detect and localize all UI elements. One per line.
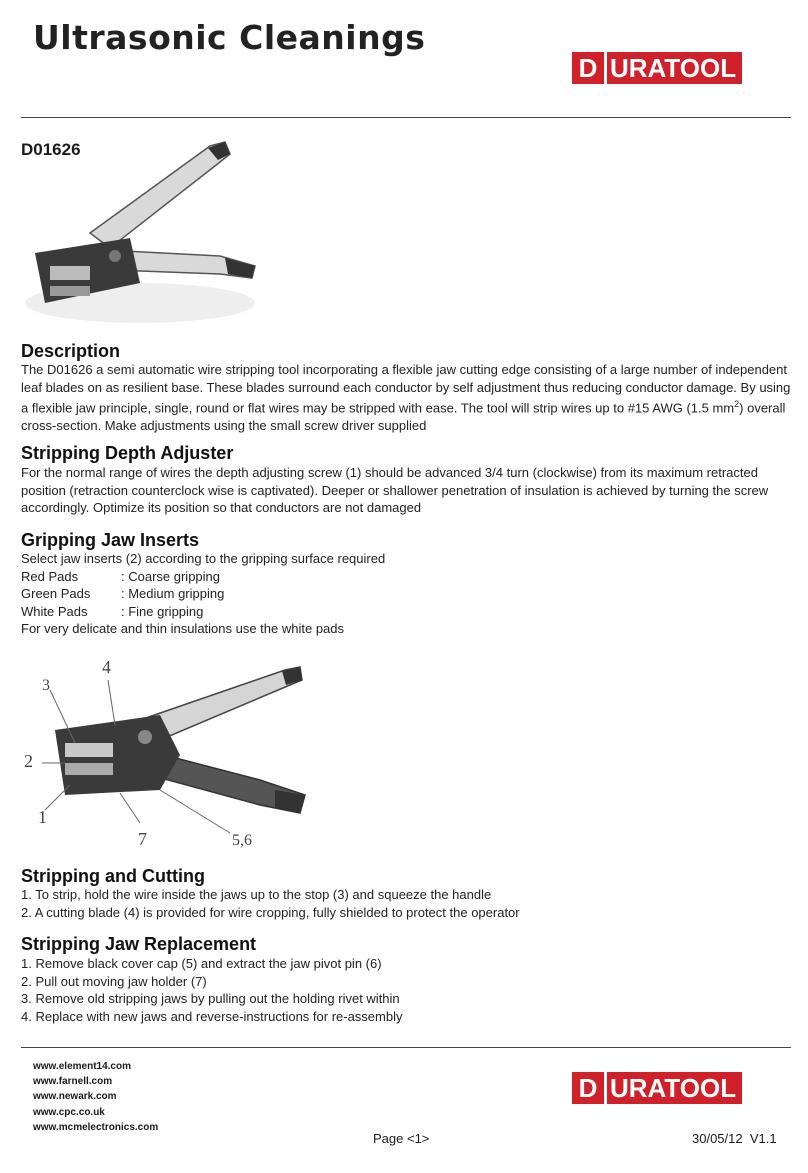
tool-photo — [20, 138, 265, 328]
product-code: D01626 — [21, 140, 81, 159]
depth-text: For the normal range of wires the depth adjusting screw (1) should be advanced 3/4 turn (clockwise) from its maximum retracted position (retraction counterclock wise is captivated). Deeper or shallower penetration of insulation is achieved by turning the screw accordingly. Optimize its position so that conductors are not damaged — [21, 465, 769, 515]
stripping-steps — [21, 886, 791, 921]
depth-heading: Stripping Depth Adjuster — [21, 443, 234, 463]
document-title: Ultrasonic Cleanings — [33, 18, 426, 57]
diagram-label-4: 4 — [102, 657, 111, 677]
description-text: The D01626 a semi automatic wire stripping tool incorporating a flexible jaw cutting edge consisting of a large number of independent leaf blades on as resilient base. These blades surround each conductor by self adjustment thus reducing conductor damage. By using a flexible jaw principle, single, round or flat wires may be stripped with ease. The tool will strip wires up to #15 AWG (1.5 $mm^2$) overall cross-section. Make adjustments using the small screw driver supplied — [21, 362, 791, 433]
labelled-tool-diagram — [20, 645, 315, 855]
diagram-label-1: 1 — [38, 807, 47, 827]
list-item: 3. Remove old stripping jaws by pulling out the holding rivet within — [21, 991, 400, 1006]
diagram-label-5-6: 5,6 — [232, 832, 252, 849]
footer-link[interactable]: www.farnell.com — [33, 1076, 113, 1088]
footer-divider — [21, 1047, 791, 1048]
gripping-note: For very delicate and thin insulations use the white pads — [21, 621, 345, 636]
pad-row: Green Pads : Medium gripping — [21, 586, 225, 601]
footer-links — [33, 1059, 158, 1135]
logo-text: URATOOL — [607, 52, 742, 84]
stripping-heading: Stripping and Cutting — [21, 866, 205, 886]
replacement-steps — [21, 955, 791, 1025]
date-version: 30/05/12 V1.1 — [692, 1131, 777, 1146]
duratool-logo-footer — [572, 1072, 742, 1104]
footer-link[interactable]: www.mcmelectronics.com — [33, 1121, 159, 1133]
logo-text: URATOOL — [607, 1072, 742, 1104]
list-item: 4. Replace with new jaws and reverse-instructions for re-assembly — [21, 1008, 403, 1024]
footer-link[interactable]: www.element14.com — [33, 1061, 131, 1072]
description-heading: Description — [21, 341, 121, 361]
list-item: 2. A cutting blade (4) is provided for wire cropping, fully shielded to protect the operator — [21, 904, 520, 920]
diagram-label-2: 2 — [24, 751, 33, 771]
replacement-heading: Stripping Jaw Replacement — [21, 934, 257, 954]
page-number: Page <1> — [373, 1131, 430, 1146]
duratool-logo — [572, 52, 742, 84]
footer-link[interactable]: www.cpc.co.uk — [33, 1106, 105, 1118]
gripping-heading: Gripping Jaw Inserts — [21, 530, 200, 550]
pad-row: Red Pads : Coarse gripping — [21, 568, 220, 584]
list-item: 2. Pull out moving jaw holder (7) — [21, 973, 207, 989]
logo-letter: D — [572, 52, 604, 84]
diagram-label-3: 3 — [42, 677, 50, 694]
list-item: 1. To strip, hold the wire inside the jaws up to the stop (3) and squeeze the handle — [21, 887, 492, 902]
diagram-label-7: 7 — [138, 829, 147, 849]
pad-row: White Pads : Fine gripping — [21, 603, 204, 619]
logo-letter: D — [572, 1072, 604, 1104]
gripping-intro: Select jaw inserts (2) according to the gripping surface required — [21, 551, 386, 566]
header-divider — [21, 117, 791, 118]
list-item: 1. Remove black cover cap (5) and extract the jaw pivot pin (6) — [21, 956, 382, 971]
gripping-block — [21, 550, 791, 638]
footer-link[interactable]: www.newark.com — [33, 1091, 117, 1103]
